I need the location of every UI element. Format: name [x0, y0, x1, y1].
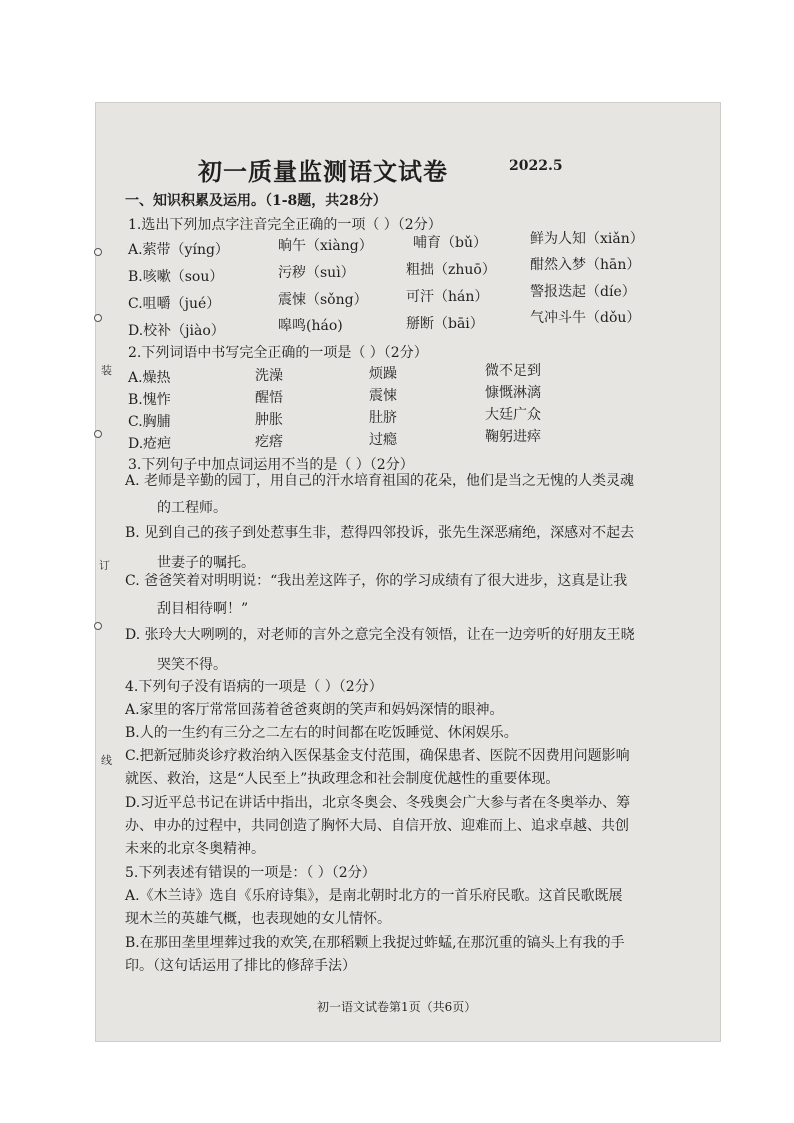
q2-option: D.疮疤: [128, 436, 172, 452]
q2-option: 烦躁: [369, 366, 397, 382]
q1-option: 晌午（xiàng）: [278, 238, 373, 254]
q1-option: 气冲斗牛（dǒu）: [530, 310, 641, 326]
q4-line: 办、申办的过程中，共同创造了胸怀大局、自信开放、迎难而上、追求卓越、共创: [125, 818, 629, 834]
q1-option: 酣然入梦（hān）: [530, 257, 641, 273]
q5-line: 现木兰的英雄气概，也表现她的女儿情怀。: [125, 911, 391, 927]
question-1-stem: 1.选出下列加点字注音完全正确的一项（ ）（2分）: [128, 217, 442, 233]
q2-option: 慷慨淋漓: [485, 385, 541, 401]
q1-option: C.咀嚼（jué）: [128, 296, 221, 312]
question-2-stem: 2.下列词语中书写完全正确的一项是（ ）（2分）: [128, 345, 428, 361]
binding-hole: [94, 314, 102, 322]
q5-line: A.《木兰诗》选自《乐府诗集》，是南北朝时北方的一首乐府民歌。这首民歌既展: [125, 888, 623, 904]
q3-line: A. 老师是辛勤的园丁，用自己的汗水培育祖国的花朵，他们是当之无愧的人类灵魂: [125, 473, 635, 489]
q5-line: 印。（这句话运用了排比的修辞手法）: [125, 958, 356, 974]
binding-hole: [94, 622, 102, 630]
q5-line: B.在那田垄里埋葬过我的欢笑,在那稻颗上我捉过蚱蜢,在那沉重的镐头上有我的手: [125, 935, 625, 951]
q2-option: 肿胀: [255, 412, 283, 428]
q2-option: 醒悟: [255, 390, 283, 406]
q2-option: 震悚: [369, 388, 397, 404]
q3-line: 哭笑不得。: [157, 657, 227, 673]
q3-line: B. 见到自己的孩子到处惹事生非，惹得四邻投诉，张先生深恶痛绝，深感对不起去: [125, 525, 635, 541]
q3-line: 的工程师。: [157, 500, 227, 516]
q1-option: D.校补（jiào）: [128, 323, 225, 339]
q2-option: 过瘾: [369, 432, 397, 448]
q2-option: 肚脐: [369, 410, 397, 426]
q4-line: A.家里的客厅常常回荡着爸爸爽朗的笑声和妈妈深情的眼神。: [125, 702, 504, 718]
q2-option: 鞠躬进瘁: [485, 429, 541, 445]
q1-option: B.咳嗽（sou）: [128, 269, 224, 285]
page-title: 初一质量监测语文试卷: [198, 157, 448, 186]
q3-line: D. 张玲大大咧咧的，对老师的言外之意完全没有领悟，让在一边旁听的好朋友王晓: [125, 627, 635, 643]
q2-option: 微不足到: [485, 363, 541, 379]
q1-option: 粗拙（zhuō）: [406, 262, 496, 278]
q1-option: 可汗（hán）: [406, 289, 489, 305]
q1-option: 震悚（sǒng）: [278, 292, 368, 308]
binding-hole: [94, 430, 102, 438]
section-heading: 一、知识积累及运用。（1-8题，共28分）: [125, 193, 387, 209]
q1-option: A.萦带（yíng）: [128, 242, 229, 258]
binding-margin-char: 订: [99, 559, 110, 572]
q1-option: 警报迭起（díe）: [530, 284, 636, 300]
exam-paper: [95, 102, 721, 1042]
page-footer: 初一语文试卷第1页（共6页）: [317, 1000, 477, 1014]
q1-option: 污秽（suì）: [278, 265, 355, 281]
question-3-stem: 3.下列句子中加点词运用不当的是（ ）（2分）: [128, 457, 414, 473]
q1-option: 掰断（bāi）: [406, 316, 484, 332]
q2-option: 大廷广众: [485, 407, 541, 423]
q4-line: D.习近平总书记在讲话中指出，北京冬奥会、冬残奥会广大参与者在冬奥举办、筹: [125, 795, 631, 811]
q1-option: 嗥鸣(háo): [278, 318, 343, 334]
question-5-stem: 5.下列表述有错误的一项是：（ ）（2分）: [125, 865, 376, 881]
q2-option: B.愧怍: [128, 392, 171, 408]
q1-option: 哺育（bǔ）: [413, 235, 487, 251]
q3-line: 世妻子的嘱托。: [157, 555, 255, 571]
q2-option: 洗澡: [255, 368, 283, 384]
binding-margin-char: 线: [101, 754, 112, 767]
q4-line: B.人的一生约有三分之二左右的时间都在吃饭睡觉、休闲娱乐。: [125, 725, 518, 741]
exam-date: 2022.5: [509, 158, 563, 174]
q2-option: A.燥热: [128, 370, 171, 386]
q4-line: C.把新冠肺炎诊疗救治纳入医保基金支付范围，确保患者、医院不因费用问题影响: [125, 748, 630, 764]
binding-hole: [94, 248, 102, 256]
q1-option: 鲜为人知（xiǎn）: [530, 231, 644, 247]
binding-margin-char: 装: [101, 364, 112, 377]
q3-line: 刮目相待啊！”: [157, 601, 249, 617]
q4-line: 就医、救治，这是“人民至上”执政理念和社会制度优越性的重要体现。: [125, 771, 560, 787]
q2-option: C.胸脯: [128, 414, 171, 430]
q4-line: 未来的北京冬奥精神。: [125, 841, 265, 857]
q2-option: 疙瘩: [255, 434, 283, 450]
question-4-stem: 4.下列句子没有语病的一项是（ ）（2分）: [125, 679, 383, 695]
q3-line: C. 爸爸笑着对明明说：“我出差这阵子，你的学习成绩有了很大进步，这真是让我: [125, 573, 628, 589]
